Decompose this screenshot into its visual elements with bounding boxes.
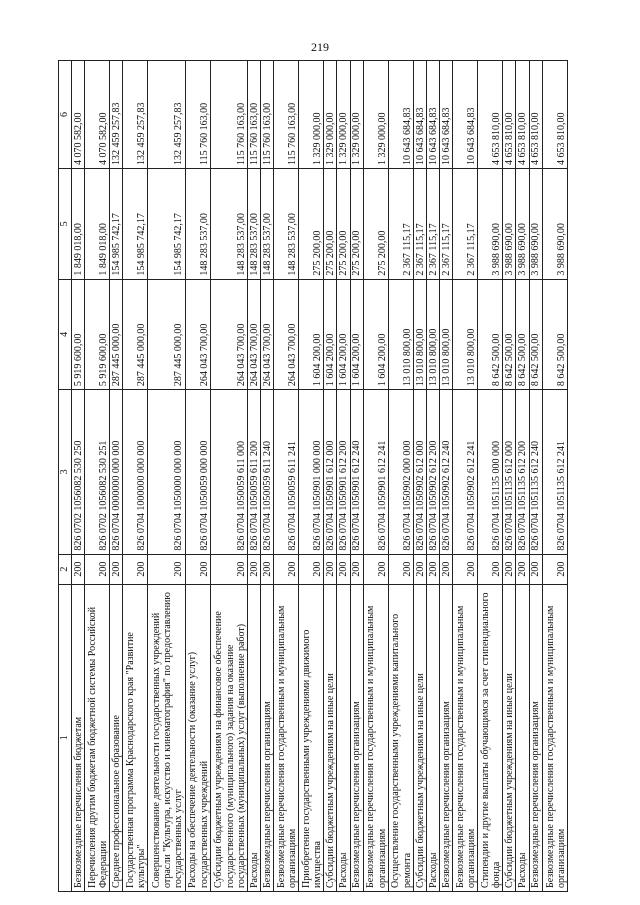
row-name-cell: Безвозмездные перечисления организациям <box>529 584 542 891</box>
row-remainder-cell: 4 653 810,00 <box>503 61 516 169</box>
row-name-cell: Субсидии бюджетным учреждениям на иные цели <box>503 584 516 891</box>
row-executed-cell: 148 283 537,00 <box>247 169 260 280</box>
table-body <box>72 61 568 892</box>
table-row <box>123 61 148 892</box>
row-remainder-cell: 4 653 810,00 <box>542 61 567 169</box>
row-kbk-cell: 826 0704 1050901 612 200 <box>337 390 350 555</box>
row-executed-cell: 3 988 690,00 <box>516 169 529 280</box>
row-kbk-cell: 826 0704 1050059 000 000 <box>185 390 210 555</box>
row-code-cell: 200 <box>324 554 337 584</box>
row-name-cell: Безвозмездные перечисления государственным и муниципальным организациям <box>542 584 567 891</box>
row-approved-cell: 8 642 500,00 <box>478 279 503 390</box>
table-row <box>453 61 478 892</box>
row-code-cell: 200 <box>274 554 299 584</box>
row-remainder-cell: 115 760 163,00 <box>210 61 247 169</box>
row-name-cell: Безвозмездные перечисления организациям <box>260 584 273 891</box>
table-row <box>350 61 363 892</box>
row-kbk-cell: 826 0702 1056082 530 251 <box>85 390 110 555</box>
row-executed-cell: 275 200,00 <box>350 169 363 280</box>
table-row <box>110 61 123 892</box>
table-row <box>260 61 273 892</box>
row-remainder-cell: 10 643 684,83 <box>426 61 439 169</box>
row-executed-cell: 148 283 537,00 <box>185 169 210 280</box>
row-executed-cell: 2 367 115,17 <box>413 169 426 280</box>
row-executed-cell: 154 985 742,17 <box>110 169 123 280</box>
row-code-cell: 200 <box>542 554 567 584</box>
row-kbk-cell: 826 0704 1051135 000 000 <box>478 390 503 555</box>
row-remainder-cell: 4 653 810,00 <box>516 61 529 169</box>
row-executed-cell: 3 988 690,00 <box>478 169 503 280</box>
row-approved-cell: 1 604 200,00 <box>350 279 363 390</box>
row-approved-cell: 264 043 700,00 <box>260 279 273 390</box>
row-executed-cell: 148 283 537,00 <box>274 169 299 280</box>
row-executed-cell: 2 367 115,17 <box>453 169 478 280</box>
row-kbk-cell: 826 0704 1050902 612 000 <box>413 390 426 555</box>
row-remainder-cell: 1 329 000,00 <box>350 61 363 169</box>
row-code-cell: 200 <box>363 554 388 584</box>
row-remainder-cell: 115 760 163,00 <box>274 61 299 169</box>
row-kbk-cell: 826 0704 1050901 612 000 <box>324 390 337 555</box>
column-header: 4 <box>59 279 72 390</box>
row-executed-cell: 275 200,00 <box>299 169 324 280</box>
row-code-cell: 200 <box>453 554 478 584</box>
row-code-cell: 200 <box>503 554 516 584</box>
row-remainder-cell: 115 760 163,00 <box>247 61 260 169</box>
row-code-cell: 200 <box>247 554 260 584</box>
row-code-cell: 200 <box>337 554 350 584</box>
row-approved-cell: 1 604 200,00 <box>363 279 388 390</box>
row-kbk-cell: 826 0704 1050059 611 200 <box>247 390 260 555</box>
row-code-cell: 200 <box>529 554 542 584</box>
table-row <box>363 61 388 892</box>
rotated-table-container <box>58 60 568 892</box>
row-kbk-cell: 826 0704 1050059 611 241 <box>274 390 299 555</box>
row-executed-cell: 148 283 537,00 <box>260 169 273 280</box>
row-executed-cell: 275 200,00 <box>324 169 337 280</box>
row-kbk-cell: 826 0704 1050902 612 200 <box>426 390 439 555</box>
row-executed-cell: 2 367 115,17 <box>440 169 453 280</box>
row-approved-cell: 8 642 500,00 <box>542 279 567 390</box>
row-name-cell: Приобретение государственными учреждениями движимого имущества <box>299 584 324 891</box>
row-approved-cell: 13 010 800,00 <box>440 279 453 390</box>
row-remainder-cell: 4 070 582,00 <box>85 61 110 169</box>
row-code-cell: 200 <box>350 554 363 584</box>
table-row <box>85 61 110 892</box>
row-kbk-cell: 826 0704 1050902 612 240 <box>440 390 453 555</box>
row-name-cell: Государственная программа Краснодарского края "Развитие культуры" <box>123 584 148 891</box>
table-row <box>247 61 260 892</box>
row-remainder-cell: 4 070 582,00 <box>72 61 85 169</box>
row-remainder-cell: 115 760 163,00 <box>185 61 210 169</box>
row-kbk-cell: 826 0704 1051135 612 241 <box>542 390 567 555</box>
row-remainder-cell: 1 329 000,00 <box>363 61 388 169</box>
row-kbk-cell: 826 0704 1050902 000 000 <box>388 390 413 555</box>
row-name-cell: Перечисления другим бюджетам бюджетной системы Российской Федерации <box>85 584 110 891</box>
row-approved-cell: 264 043 700,00 <box>210 279 247 390</box>
row-remainder-cell: 4 653 810,00 <box>478 61 503 169</box>
row-remainder-cell: 132 459 257,83 <box>148 61 185 169</box>
row-approved-cell: 287 445 000,00 <box>123 279 148 390</box>
row-name-cell: Безвозмездные перечисления государственным и муниципальным организациям <box>274 584 299 891</box>
row-code-cell: 200 <box>185 554 210 584</box>
row-executed-cell: 2 367 115,17 <box>388 169 413 280</box>
table-row <box>503 61 516 892</box>
row-executed-cell: 148 283 537,00 <box>210 169 247 280</box>
row-approved-cell: 1 604 200,00 <box>299 279 324 390</box>
row-remainder-cell: 10 643 684,83 <box>413 61 426 169</box>
row-code-cell: 200 <box>388 554 413 584</box>
row-approved-cell: 5 919 600,00 <box>72 279 85 390</box>
table-row <box>426 61 439 892</box>
row-executed-cell: 154 985 742,17 <box>123 169 148 280</box>
row-executed-cell: 3 988 690,00 <box>529 169 542 280</box>
table-row <box>388 61 413 892</box>
row-executed-cell: 2 367 115,17 <box>426 169 439 280</box>
row-approved-cell: 8 642 500,00 <box>516 279 529 390</box>
row-kbk-cell: 826 0704 1050059 611 000 <box>210 390 247 555</box>
row-approved-cell: 13 010 800,00 <box>388 279 413 390</box>
column-header: 2 <box>59 554 72 584</box>
row-remainder-cell: 10 643 684,83 <box>453 61 478 169</box>
table-row <box>529 61 542 892</box>
row-kbk-cell: 826 0702 1056082 530 250 <box>72 390 85 555</box>
table-row <box>185 61 210 892</box>
row-name-cell: Безвозмездные перечисления организациям <box>440 584 453 891</box>
row-kbk-cell: 826 0704 1000000 000 000 <box>123 390 148 555</box>
table-row <box>440 61 453 892</box>
table-row <box>542 61 567 892</box>
row-remainder-cell: 1 329 000,00 <box>337 61 350 169</box>
column-header: 5 <box>59 169 72 280</box>
row-name-cell: Субсидии бюджетным учреждениям на иные цели <box>324 584 337 891</box>
row-code-cell: 200 <box>72 554 85 584</box>
row-code-cell: 200 <box>110 554 123 584</box>
row-kbk-cell: 826 0704 0000000 000 000 <box>110 390 123 555</box>
row-kbk-cell: 826 0704 1050059 611 240 <box>260 390 273 555</box>
table-row <box>210 61 247 892</box>
row-remainder-cell: 132 459 257,83 <box>110 61 123 169</box>
row-remainder-cell: 115 760 163,00 <box>260 61 273 169</box>
row-remainder-cell: 10 643 684,83 <box>440 61 453 169</box>
row-approved-cell: 287 445 000,00 <box>148 279 185 390</box>
row-approved-cell: 13 010 800,00 <box>426 279 439 390</box>
row-name-cell: Расходы <box>247 584 260 891</box>
row-executed-cell: 1 849 018,00 <box>72 169 85 280</box>
table-header-row <box>59 61 72 892</box>
row-code-cell: 200 <box>148 554 185 584</box>
row-kbk-cell: 826 0704 1050902 612 241 <box>453 390 478 555</box>
row-kbk-cell: 826 0704 1050901 612 240 <box>350 390 363 555</box>
row-approved-cell: 13 010 800,00 <box>453 279 478 390</box>
row-code-cell: 200 <box>260 554 273 584</box>
row-name-cell: Субсидии бюджетным учреждениям на финансовое обеспечение государственного (муниципального) задания на оказание государственных (муниципальных) услуг (выполнение работ) <box>210 584 247 891</box>
row-approved-cell: 8 642 500,00 <box>503 279 516 390</box>
row-approved-cell: 1 604 200,00 <box>324 279 337 390</box>
table-row <box>478 61 503 892</box>
row-remainder-cell: 1 329 000,00 <box>324 61 337 169</box>
table-row <box>274 61 299 892</box>
row-kbk-cell: 826 0704 1050000 000 000 <box>148 390 185 555</box>
column-header: 6 <box>59 61 72 169</box>
row-name-cell: Среднее профессиональное образование <box>110 584 123 891</box>
row-name-cell: Расходы <box>426 584 439 891</box>
row-code-cell: 200 <box>413 554 426 584</box>
row-executed-cell: 275 200,00 <box>337 169 350 280</box>
row-code-cell: 200 <box>478 554 503 584</box>
row-name-cell: Безвозмездные перечисления организациям <box>350 584 363 891</box>
row-kbk-cell: 826 0704 1051135 612 000 <box>503 390 516 555</box>
row-approved-cell: 8 642 500,00 <box>529 279 542 390</box>
table-row <box>324 61 337 892</box>
row-code-cell: 200 <box>85 554 110 584</box>
row-code-cell: 200 <box>123 554 148 584</box>
table-row <box>413 61 426 892</box>
row-code-cell: 200 <box>299 554 324 584</box>
row-name-cell: Расходы <box>337 584 350 891</box>
row-approved-cell: 5 919 600,00 <box>85 279 110 390</box>
row-approved-cell: 13 010 800,00 <box>413 279 426 390</box>
row-name-cell: Расходы <box>516 584 529 891</box>
row-approved-cell: 264 043 700,00 <box>185 279 210 390</box>
row-remainder-cell: 1 329 000,00 <box>299 61 324 169</box>
row-name-cell: Расходы на обеспечение деятельности (оказание услуг) государственных учреждений <box>185 584 210 891</box>
row-executed-cell: 275 200,00 <box>363 169 388 280</box>
table-row <box>72 61 85 892</box>
row-remainder-cell: 4 653 810,00 <box>529 61 542 169</box>
row-name-cell: Стипендии и другие выплаты обучающимся за счет стипендиального фонда <box>478 584 503 891</box>
row-remainder-cell: 10 643 684,83 <box>388 61 413 169</box>
row-approved-cell: 1 604 200,00 <box>337 279 350 390</box>
row-name-cell: Совершенствование деятельности государственных учреждений отрасли "Культура, искусство и кинематография" по предоставлению государственных услуг <box>148 584 185 891</box>
table-row <box>148 61 185 892</box>
row-name-cell: Осуществление государственными учреждениями капитального ремонта <box>388 584 413 891</box>
row-approved-cell: 264 043 700,00 <box>247 279 260 390</box>
row-name-cell: Безвозмездные перечисления бюджетам <box>72 584 85 891</box>
row-code-cell: 200 <box>440 554 453 584</box>
row-executed-cell: 3 988 690,00 <box>503 169 516 280</box>
row-executed-cell: 1 849 018,00 <box>85 169 110 280</box>
row-executed-cell: 3 988 690,00 <box>542 169 567 280</box>
row-code-cell: 200 <box>516 554 529 584</box>
row-executed-cell: 154 985 742,17 <box>148 169 185 280</box>
column-header: 3 <box>59 390 72 555</box>
row-kbk-cell: 826 0704 1051135 612 240 <box>529 390 542 555</box>
page-number: 219 <box>311 40 329 54</box>
column-header: 1 <box>59 584 72 891</box>
row-code-cell: 200 <box>426 554 439 584</box>
row-remainder-cell: 132 459 257,83 <box>123 61 148 169</box>
row-name-cell: Безвозмездные перечисления государственным и муниципальным организациям <box>453 584 478 891</box>
table-row <box>516 61 529 892</box>
row-kbk-cell: 826 0704 1051135 612 200 <box>516 390 529 555</box>
row-approved-cell: 287 445 000,00 <box>110 279 123 390</box>
table-row <box>299 61 324 892</box>
row-code-cell: 200 <box>210 554 247 584</box>
budget-table <box>58 60 568 892</box>
row-name-cell: Субсидии бюджетным учреждениям на иные цели <box>413 584 426 891</box>
row-kbk-cell: 826 0704 1050901 612 241 <box>363 390 388 555</box>
table-row <box>337 61 350 892</box>
row-approved-cell: 264 043 700,00 <box>274 279 299 390</box>
row-kbk-cell: 826 0704 1050901 000 000 <box>299 390 324 555</box>
row-name-cell: Безвозмездные перечисления государственным и муниципальным организациям <box>363 584 388 891</box>
